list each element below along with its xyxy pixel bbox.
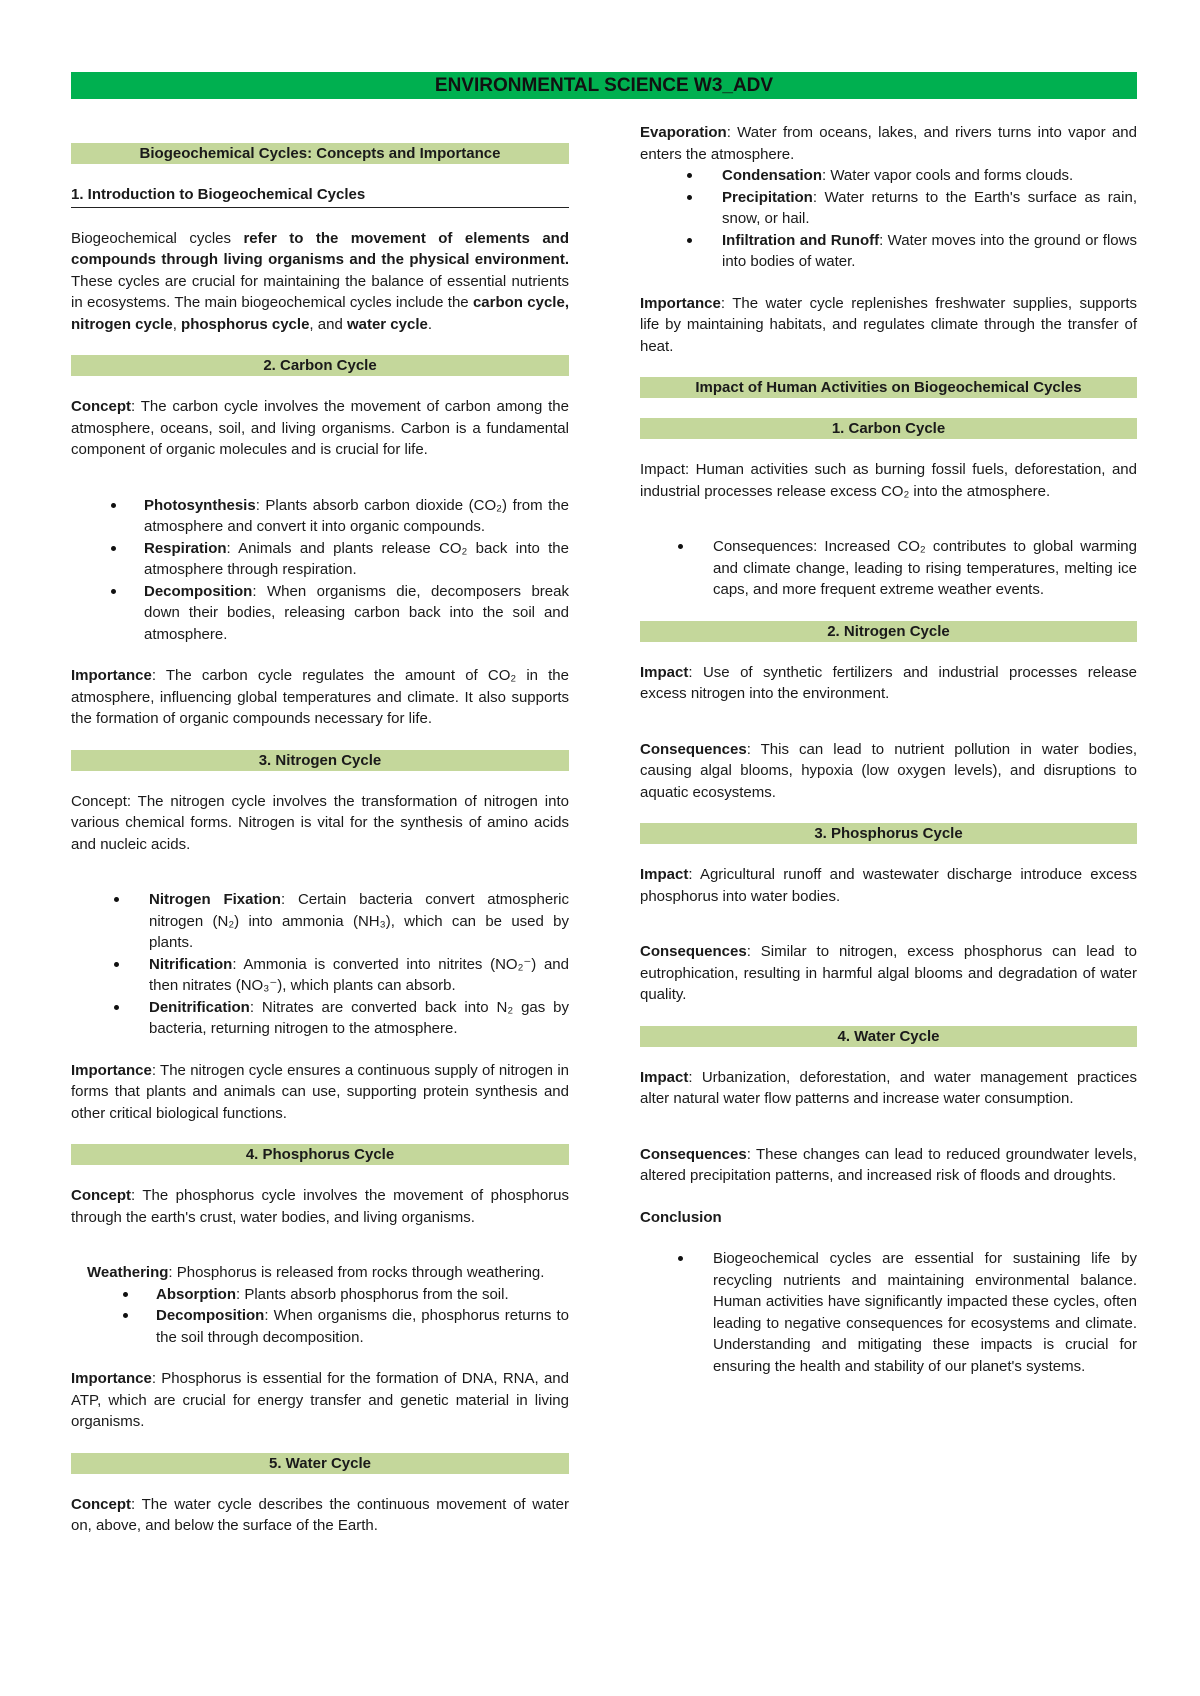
list-item: Consequences: Increased CO₂ contributes to global warming and climate change, leading to rising temperatures, melting ice caps, and more frequent extreme weather events. bbox=[640, 536, 1137, 601]
impact-carbon-text: Impact: Human activities such as burning fossil fuels, deforestation, and industrial processes release excess CO₂ into the atmosphere. bbox=[640, 461, 1137, 500]
consequence-nitrogen-text: Consequences: This can lead to nutrient pollution in water bodies, causing algal blooms, hypoxia (low oxygen levels), and disruptions to aquatic ecosystems. bbox=[640, 740, 1137, 801]
section-header-impact-phosphorus: 3. Phosphorus Cycle bbox=[640, 823, 1137, 844]
list-item: Decomposition: When organisms die, decomposers break down their bodies, releasing carbon back into the soil and atmosphere. bbox=[71, 581, 569, 646]
section-header-carbon: 2. Carbon Cycle bbox=[71, 355, 569, 376]
carbon-importance: Importance: The carbon cycle regulates the amount of CO₂ in the atmosphere, influencing global temperatures and climate. It also supports the formation of organic compounds necessary for life. bbox=[71, 667, 569, 727]
page-title: ENVIRONMENTAL SCIENCE W3_ADV bbox=[71, 72, 1137, 99]
phosphorus-list bbox=[71, 1284, 569, 1349]
left-column bbox=[71, 143, 569, 1537]
phosphorus-concept: Concept: The phosphorus cycle involves the movement of phosphorus through the earth's crust, water bodies, and living organisms. bbox=[71, 1187, 569, 1226]
list-item: Nitrogen Fixation: Certain bacteria convert atmospheric nitrogen (N₂) into ammonia (NH₃), which can be used by plants. bbox=[71, 889, 569, 954]
section-header-impact-nitrogen: 2. Nitrogen Cycle bbox=[640, 621, 1137, 642]
conclusion-heading: Conclusion bbox=[640, 1208, 722, 1226]
section-header-impact-carbon: 1. Carbon Cycle bbox=[640, 418, 1137, 439]
nitrogen-list bbox=[71, 889, 569, 1040]
carbon-list bbox=[71, 495, 569, 646]
phosphorus-weathering: Weathering: Phosphorus is released from rocks through weathering. bbox=[87, 1264, 545, 1281]
impact-nitrogen-text: Impact: Use of synthetic fertilizers and industrial processes release excess nitrogen into the environment. bbox=[640, 663, 1137, 702]
list-item: Absorption: Plants absorb phosphorus from the soil. bbox=[71, 1284, 569, 1306]
right-column bbox=[640, 122, 1137, 1377]
carbon-concept: Concept: The carbon cycle involves the movement of carbon among the atmosphere, oceans, soil, and living organisms. Carbon is a fundamental component of organic molecules and is crucial for life. bbox=[71, 398, 569, 458]
section-header-impact-water: 4. Water Cycle bbox=[640, 1026, 1137, 1047]
nitrogen-importance: Importance: The nitrogen cycle ensures a continuous supply of nitrogen in forms that plants and animals can use, supporting protein synthesis and other critical biological functions. bbox=[71, 1061, 569, 1122]
impact-water-text: Impact: Urbanization, deforestation, and water management practices alter natural water flow patterns and increase water consumption. bbox=[640, 1068, 1137, 1107]
water-importance: Importance: The water cycle replenishes freshwater supplies, supports life by maintaining habitats, and regulates climate through the transfer of heat. bbox=[640, 294, 1137, 355]
section-header-concepts: Biogeochemical Cycles: Concepts and Importance bbox=[71, 143, 569, 164]
nitrogen-concept: Concept: The nitrogen cycle involves the transformation of nitrogen into various chemical forms. Nitrogen is vital for the synthesis of amino acids and nucleic acids. bbox=[71, 792, 569, 853]
intro-paragraph: Biogeochemical cycles refer to the movement of elements and compounds through living organisms and the physical environment. These cycles are crucial for maintaining the balance of essential nutrients in ecosystems. The main biogeochemical cycles include the carbon cycle, nitrogen cycle, phosphorus cycle, and water cycle. bbox=[71, 229, 569, 333]
intro-heading: 1. Introduction to Biogeochemical Cycles bbox=[71, 184, 569, 208]
list-item: Biogeochemical cycles are essential for sustaining life by recycling nutrients and maintaining environmental balance. Human activities have significantly impacted these cycles, often leading to negative consequences for ecosystems and climate. Understanding and mitigating these impacts is crucial for ensuring the health and stability of our planet's systems. bbox=[640, 1248, 1137, 1377]
water-list bbox=[640, 165, 1137, 273]
impact-carbon-list bbox=[640, 536, 1137, 601]
section-header-phosphorus: 4. Phosphorus Cycle bbox=[71, 1144, 569, 1165]
section-header-nitrogen: 3. Nitrogen Cycle bbox=[71, 750, 569, 771]
consequence-water-text: Consequences: These changes can lead to reduced groundwater levels, altered precipitation patterns, and increased risk of floods and droughts. bbox=[640, 1145, 1137, 1184]
list-item: Respiration: Animals and plants release CO₂ back into the atmosphere through respiration. bbox=[71, 538, 569, 581]
section-header-impact: Impact of Human Activities on Biogeochemical Cycles bbox=[640, 377, 1137, 398]
consequence-phosphorus-text: Consequences: Similar to nitrogen, excess phosphorus can lead to eutrophication, resulting in harmful algal blooms and degradation of water quality. bbox=[640, 943, 1137, 1003]
list-item: Precipitation: Water returns to the Earth's surface as rain, snow, or hail. bbox=[640, 187, 1137, 230]
section-header-water: 5. Water Cycle bbox=[71, 1453, 569, 1474]
phosphorus-importance: Importance: Phosphorus is essential for the formation of DNA, RNA, and ATP, which are crucial for energy transfer and genetic material in living organisms. bbox=[71, 1370, 569, 1430]
conclusion-list bbox=[640, 1248, 1137, 1377]
list-item: Photosynthesis: Plants absorb carbon dioxide (CO₂) from the atmosphere and convert it into organic compounds. bbox=[71, 495, 569, 538]
list-item: Condensation: Water vapor cools and forms clouds. bbox=[640, 165, 1137, 187]
water-evaporation: Evaporation: Water from oceans, lakes, and rivers turns into vapor and enters the atmosphere. bbox=[640, 124, 1137, 163]
list-item: Denitrification: Nitrates are converted back into N₂ gas by bacteria, returning nitrogen to the atmosphere. bbox=[71, 997, 569, 1040]
list-item: Nitrification: Ammonia is converted into nitrites (NO₂⁻) and then nitrates (NO₃⁻), which plants can absorb. bbox=[71, 954, 569, 997]
list-item: Infiltration and Runoff: Water moves into the ground or flows into bodies of water. bbox=[640, 230, 1137, 273]
list-item: Decomposition: When organisms die, phosphorus returns to the soil through decomposition. bbox=[71, 1305, 569, 1348]
impact-phosphorus-text: Impact: Agricultural runoff and wastewater discharge introduce excess phosphorus into water bodies. bbox=[640, 866, 1137, 905]
water-concept: Concept: The water cycle describes the continuous movement of water on, above, and below the surface of the Earth. bbox=[71, 1495, 569, 1534]
